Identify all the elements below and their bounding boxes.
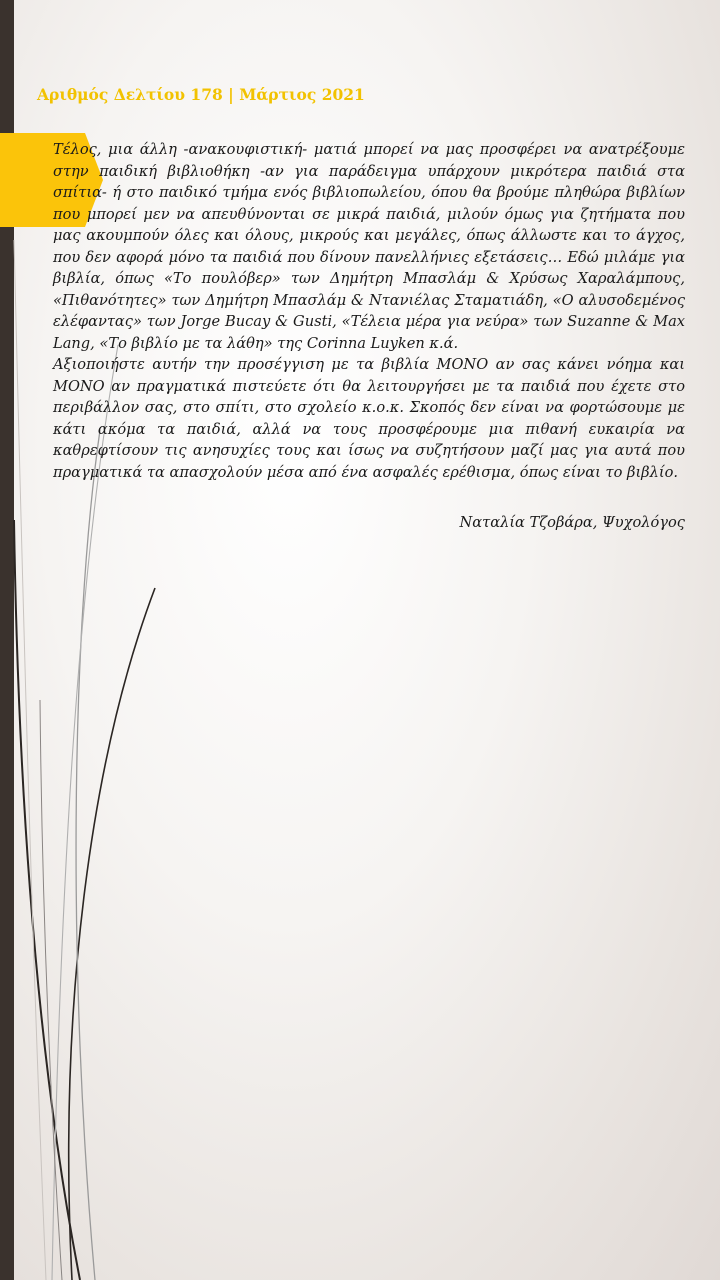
paragraph-1: Τέλος, μια άλλη -ανακουφιστική- ματιά μπορεί να μας προσφέρει να ανατρέξουμε στην παιδική βιβλιοθήκη -αν για παράδειγμα υπάρχουν μικρότερα παιδιά στα σπίτια- ή στο παιδικό τμήμα ενός βιβλιοπωλείου, όπου θα βρούμε πληθώρα βιβλίων που μπορεί μεν να απευθύνονται σε μικρά παιδιά, μιλούν όμως για ζητήματα που μας ακουμπούν όλες και όλους, μικρούς και μεγάλες, όπως άλλωστε και το άγχος, που δεν αφορά μόνο τα παιδιά που δίνουν πανελλήνιες εξετάσεις… Εδώ μιλάμε για βιβλία, όπως «Το πουλόβερ» των Δημήτρη Μπασλάμ & Χρύσως Χαραλάμπους, «Πιθανότητες» των Δημήτρη Μπασλάμ & Ντανιέλας Σταματιάδη, «Ο αλυσοδεμένος ελέφαντας» των Jorge Bucay & Gusti, «Τέλεια μέρα για νεύρα» των Suzanne & Max Lang, «Το βιβλίο με τα λάθη» της Corinna Luyken κ.ά.	[53, 141, 685, 352]
paragraph-2: Αξιοποιήστε αυτήν την προσέγγιση με τα βιβλία ΜΟΝΟ αν σας κάνει νόημα και ΜΟΝΟ αν πραγματικά πιστεύετε ότι θα λειτουργήσει με τα παιδιά που έχετε στο περιβάλλον σας, στο σπίτι, στο σχολείο κ.ο.κ. Σκοπός δεν είναι να φορτώσουμε με κάτι ακόμα τα παιδιά, αλλά να τους προσφέρουμε μια πιθανή ευκαιρία να καθρεφτίσουν τις ανησυχίες τους και ίσως να συζητήσουν μαζί μας για αυτά που πραγματικά τα απασχολούν μέσα από ένα ασφαλές ερέθισμα, όπως είναι το βιβλίο.	[53, 356, 685, 481]
author-signature: Ναταλία Τζοβάρα, Ψυχολόγος	[459, 514, 685, 531]
article-body	[53, 139, 685, 483]
bulletin-header: Αριθμός Δελτίου 178 | Μάρτιος 2021	[37, 85, 365, 104]
